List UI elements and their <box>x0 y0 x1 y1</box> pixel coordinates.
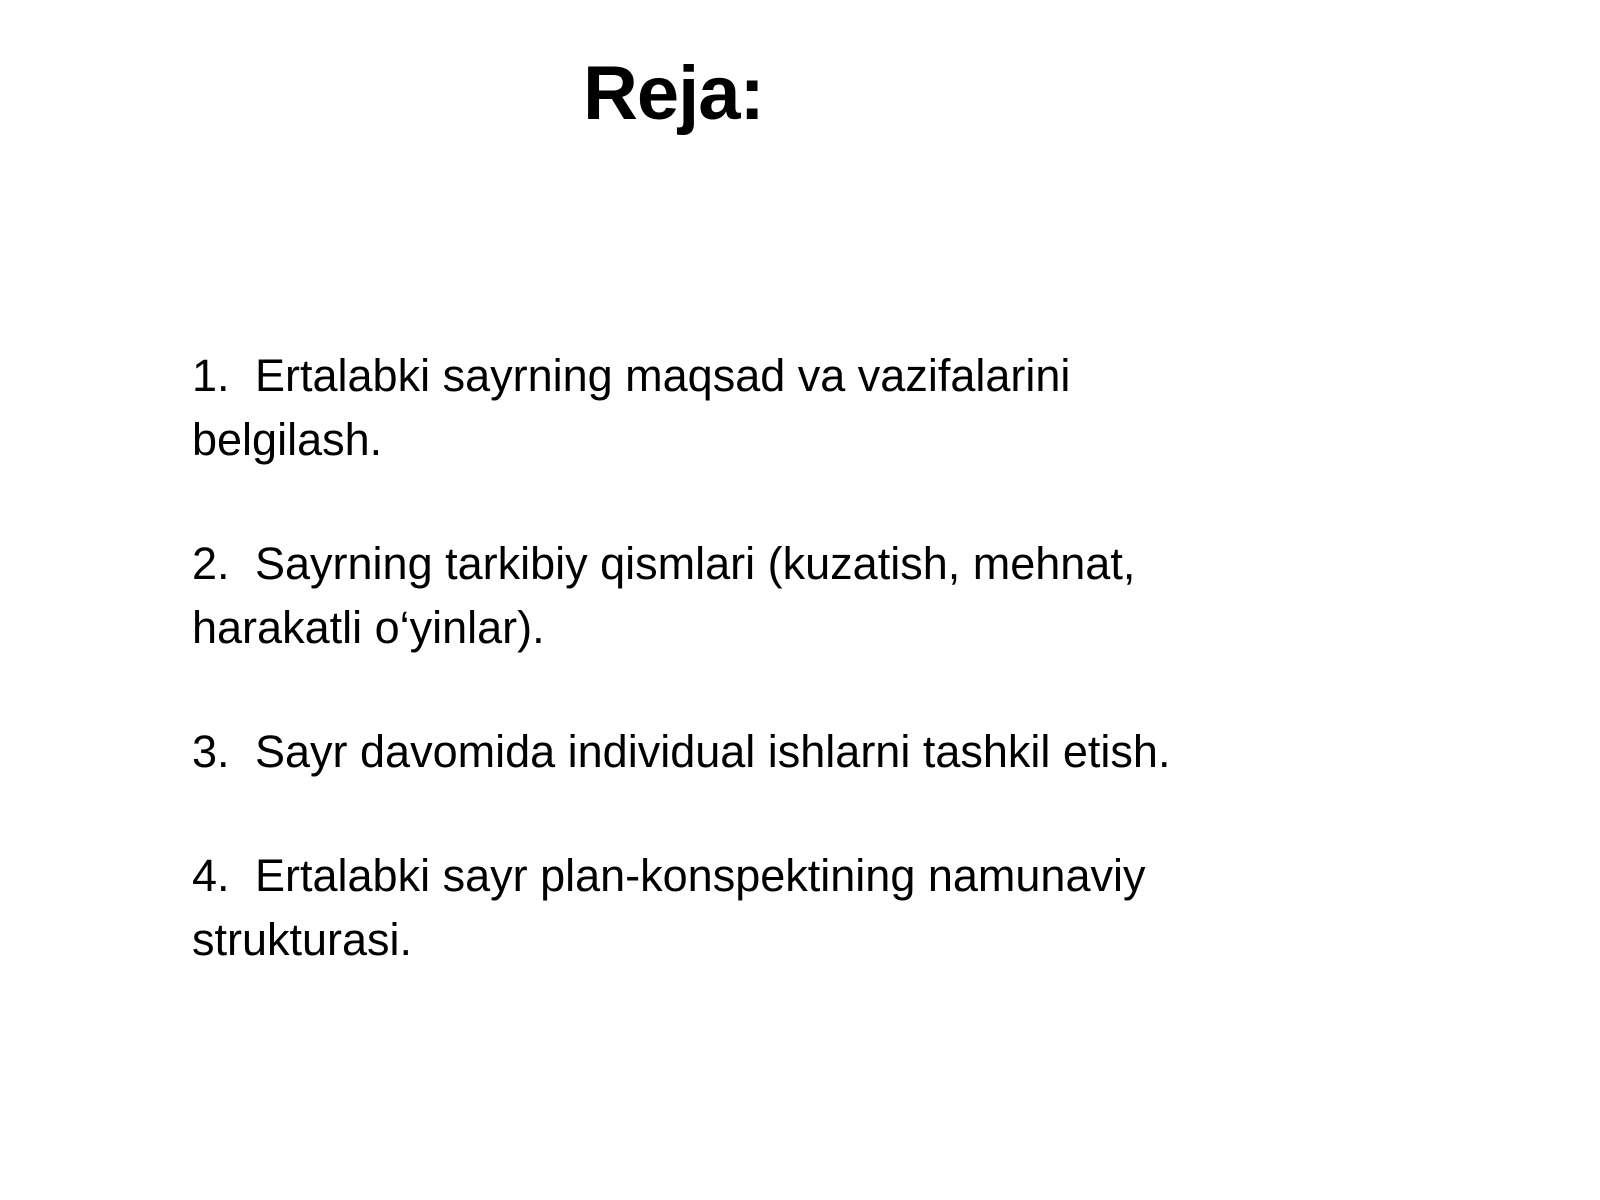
plan-item-number: 2. <box>192 538 230 589</box>
plan-item-1 <box>192 344 1252 472</box>
plan-item-3 <box>192 720 1252 784</box>
plan-item-number: 3. <box>192 726 230 777</box>
plan-list <box>192 344 1252 972</box>
plan-item-text: Sayr davomida individual ishlarni tashkil etish. <box>255 726 1171 777</box>
plan-item-2 <box>192 532 1252 660</box>
plan-item-text: Ertalabki sayrning maqsad va vazifalarini belgilash. <box>192 350 1071 465</box>
plan-item-text: Sayrning tarkibiy qismlari (kuzatish, mehnat, harakatli o‘yinlar). <box>192 538 1136 653</box>
plan-item-number: 4. <box>192 850 230 901</box>
plan-item-text: Ertalabki sayr plan-konspektining namunaviy strukturasi. <box>192 850 1146 965</box>
slide-title: Reja: <box>583 51 764 136</box>
plan-item-4 <box>192 844 1252 972</box>
plan-item-number: 1. <box>192 350 230 401</box>
